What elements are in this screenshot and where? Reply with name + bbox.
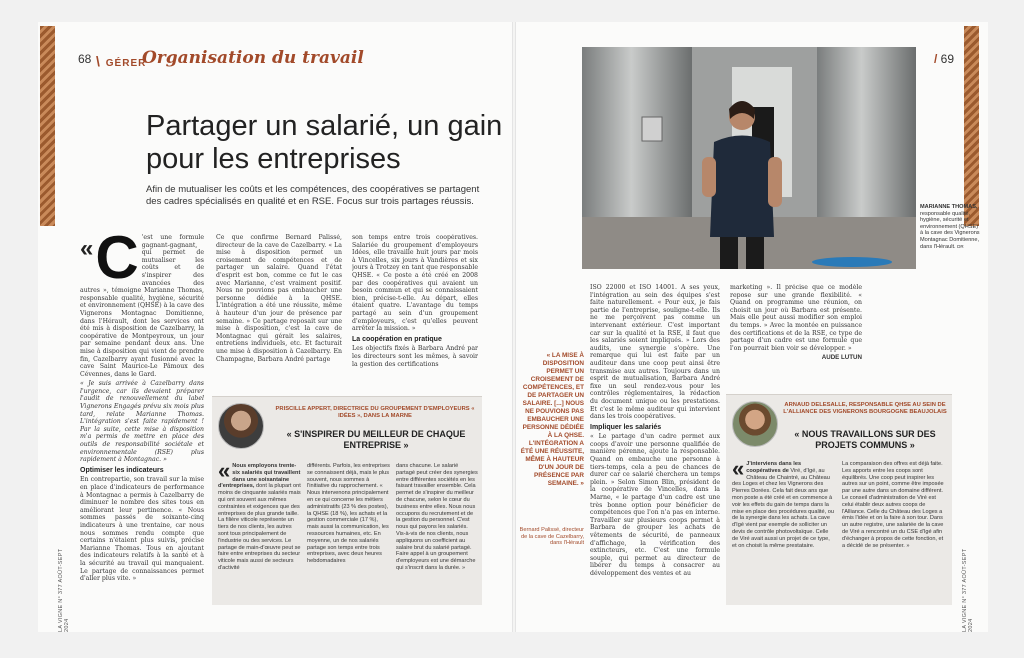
portrait-arnaud-delesalle (732, 401, 778, 447)
column-1-continued: En contrepartie, son travail sur la mise en place d'indicateurs de performance à Montagnac a permis à Cazelbarry de diminuer le nombre des sites tous en améliorant leur pertinence. « Nous sommes passés de soixante-cinq indicateurs à une trentaine, car nous nous sommes rendu compte que certains n'étaient plus suivis, précise Marianne Thomas. Tous en ajoutant des indicateurs relatifs à la santé et à la sécurité au travail qui manquaient. Le partage de connaissances permet d'aller plus vite. » (80, 476, 204, 583)
box-right-column-1: « J'interviens dans les coopératives de Viré, d'Igé, au Château de Chaintré, au Château des Loges et chez les Vignerons des Pierres Dorées. Cela fait deux ans que mon poste a été créé et en commence à voir les effets du gain de temps dans la mise en place des procédures qualité, ou de la synergie dans les achats. La cave d'Igé vient par exemple de solliciter un devis de contrôle photovoltaïque. Celle de Viré avait aussi un projet de ce type, et on choisit la même prestataire. (732, 461, 834, 549)
magazine-spread (38, 22, 988, 632)
photo-caption (920, 204, 982, 250)
pull-quote-credit: Bernard Palissé, directeur de la cave de Cazelbarry, dans l'Hérault (519, 527, 584, 547)
right-decorative-stripe (964, 26, 979, 226)
photo-credit: DR (957, 243, 964, 249)
right-column-1 (590, 284, 720, 604)
box-left-column-3: dans chacune. Le salarié partagé peut créer des synergies entre différentes sociétés en les faisant travailler ensemble. Cela permet de s'inspirer du meilleur de chacune, selon le cœur du business entre elles. Nous nous occupons du recrutement et de la gestion du personnel. C'est nous qui payons les salariés. Vis-à-vis de nos clients, nous appliquons un coefficient au salaire brut du salarié partagé. Faire appel à un groupement d'employeurs est une démarche qui s'inscrit dans la durée. » (396, 463, 478, 571)
caption-text: responsable qualité, hygiène, sécurité et environnement (QHSE) à la cave des Vignerons Montagnac Domitienne, dans l'Hérault. (920, 210, 980, 250)
interview-box-left (212, 396, 482, 605)
box-right-credit: ARNAUD DELESALLE, RESPONSABLE QHSE AU SEIN DE L'ALLIANCE DES VIGNERONS BOURGOGNE BEAUJOLAIS (783, 402, 947, 415)
right-page-number: / 69 (934, 52, 955, 66)
right-column-2-text: marketing ». Il précise que ce modèle repose sur une grande flexibilité. « Quand on programme une réunion, on choisit un jour où Barbara est présente. Mais elle peut aussi modifier son emploi du temps. » Avec la montée en puissance des certifications et de la RSE, ce type de partage d'un cadre est une formule que l'on pourrait bien voir se développer. » (730, 284, 862, 352)
drop-cap: C (95, 234, 139, 291)
interview-box-right (726, 394, 952, 605)
column-3-continued: Les objectifs fixés à Barbara André par les directeurs sont les mêmes, à savoir la gestion des certifications (352, 345, 478, 368)
left-page-number: 68 (78, 52, 92, 66)
column-1-text: 'est une formule gagnant-gagnant, qui permet de mutualiser les coûts et de s'inspirer des avancées des autres », témoigne Marianne Thomas, responsable qualité, hygiène, sécurité et environnement (QHSE) à la cave des Vignerons Montagnac Domitienne, dans l'Hérault, dont les services ont été mis à disposition de Cazelbarry, la coopérative de Montpeyroux, un jour par semaine pendant deux ans. Une mise à disposition qui vient de prendre fin, Cazelbarry ayant fusionné avec la cave Saint Maurice-Le Pâmoux des Cévennes, dans le Gard. (80, 234, 204, 378)
subheading-impliquer: Impliquer les salariés (590, 423, 662, 431)
article-column-1: « C 'est une formule gagnant-gagnant, qui permet de mutualiser les coûts et de s'inspirer des avancées des autres », témoigne Marianne Thomas, responsable qualité, hygiène, sécurité et environnement (QHSE) à la cave des Vignerons Montagnac Domitienne, dans l'Hérault, dont les services ont été mis à disposition de Cazelbarry, la coopérative de Montpeyroux, un jour par semaine pendant deux ans. Une mise à disposition qui vient de prendre fin, Cazelbarry ayant fusionné avec la cave Saint Maurice-Le Pâmoux des Cévennes, dans le Gard. « Je suis arrivée à Cazelbarry dans l'urgence, car ils devaient préparer l'audit de renouvellement du label Vignerons Engagés prévu six mois plus tard, relate Marianne Thomas. L'intégration s'est faite rapidement ! Par la suite, cette mise à disposition m'a permis de mettre en place des outils de responsabilité sociétale et environnementale (RSE) plus rapidement à Montagnac. » Optimiser les indicateurs En contrepartie, son travail sur la mise en place d'indicateurs de performance à Montagnac a permis à Cazelbarry de diminuer le nombre des sites tous en améliorant leur pertinence. « Nous sommes passés de soixante-cinq indicateurs à une trentaine, car nous nous sommes rendu compte que certains n'étaient plus suivis, précise Marianne Thomas. Tous en ajoutant des indicateurs relatifs à la santé et à la sécurité au travail qui manquaient. Le partage de connaissances permet d'aller plus vite. » (80, 234, 204, 583)
box-left-column-2: différents. Parfois, les entreprises se connaissent déjà, mais le plus souvent, nous sommes à l'initiative du rapprochement. « Nous intervenons principalement en ce qui concerne les métiers administratifs (23 % des postes), la QHSE (18 %), les achats et la gestion commerciale (17 %), mais aussi la communication, les ressources humaines, etc. En moyenne, un de nos salariés partage son temps entre trois entreprises, avec deux heures hebdomadaires (307, 463, 390, 565)
box-right-column-2: La comparaison des offres est déjà faite. Les apports entre les coops sont équilibrés. Une coop peut inspirer les autres sur un point, comme être imposée par une autre dans un domaine différent. Le conseil d'administration de Viré est celui établir deux autres coops de l'Alliance. Celle du Château des Loges a émis l'idée et on la faire à son tour. Dans un autre registre, une salariée de la cave de Viré a rencontré un du CSE d'Igé afin d'échanger à propos de cette fonction, et a décidé de se présenter. » (842, 461, 944, 549)
portrait-priscille-appert (218, 403, 264, 449)
box-left-credit: PRISCILLE APPERT, DIRECTRICE DU GROUPEMENT D'EMPLOYEURS « IDÉES », DANS LA MARNE (275, 406, 475, 419)
left-page (38, 22, 510, 632)
footer-magazine-right: LA VIGNE N° 377 AOÛT-SEPT 2024 (962, 548, 974, 632)
section-title: Organisation du travail (142, 48, 364, 68)
right-column-1-continued: « Le partage d'un cadre permet aux coops d'avoir une personne qualifiée de manière pérenne, ajoute la responsable. Quand on embauche une personne à tiers-temps, cela a peu de chances de durer car ce salarié cherchera un temps plein. » Selon Simon Blin, président de la coopérative de Vincelles, dans la Marne, « le partage d'un cadre est une très bonne option pour bénéficier de compétences que l'on n'a pas en interne. Travailler sur plusieurs coops permet à Barbara de grouper les achats de vêtements de sécurité, de panneaux d'affichage, la vérification des extincteurs, etc. C'est une formule souple, qui permet au directeur de libérer du temps à consacrer au développement des ventes et au (590, 433, 720, 577)
article-lede: Afin de mutualiser les coûts et les compétences, des coopératives se partagent des cadres spécialisés en qualité et en RSE. Focus sur trois partages réussis. (146, 184, 480, 207)
subheading-cooperation: La coopération en pratique (352, 335, 442, 343)
right-column-1-text: ISO 22000 et ISO 14001. À ses yeux, l'intégration au sein des équipes s'est faite naturellement. « Pour eux, je fais partie de l'entreprise, souligne-t-elle. Ils ne me perçoivent pas comme un intervenant extérieur. C'est important car sur la qualité et la RSE, il faut que les salariés soient impliqués. » Lors des audits, une synergie s'opère. Une remarque qui lui est faite par un auditeur dans une coop peut ainsi être transmise aux autres. Toujours dans un esprit de mutualisation, Barbara André fixe un seul rendez-vous pour les contrôles réglementaires, la rédaction du document unique ou les prestations. Et c'est le même auditeur qui intervient dans les trois coopératives. (590, 284, 720, 421)
photo-marianne-thomas (582, 47, 916, 269)
left-decorative-stripe (40, 26, 55, 226)
subheading-indicateurs: Optimiser les indicateurs (80, 466, 164, 474)
pull-quote: « LA MISE À DISPOSITION PERMET UN CROISEMENT DE COMPÉTENCES, ET DE PARTAGER UN SALAIRE. [...] NOUS NE POUVIONS PAS EMBAUCHER UNE PERSONNE DÉDIÉE À LA QHSE. L'INTÉGRATION A ÉTÉ UNE RÉUSSITE, MÊME À HAUTEUR D'UN JOUR DE PRÉSENCE PAR SEMAINE. » (520, 352, 584, 487)
right-page (516, 22, 988, 632)
box-left-column-1: « Nous employons trente-six salariés qui travaillent dans une soixantaine d'entreprises, dont la plupart ont moins de cinquante salariés mais qui ont souvent aux mêmes contraintes et exigences que des entreprises de plus grande taille. La filière viticole représente un tiers de nos clients, les autres sont tous principalement de l'industrie ou des services. Le partage de main-d'œuvre peut se faire entre entreprises du secteur viticole mais aussi de secteurs d'activité (218, 463, 301, 571)
column-1-quote: « Je suis arrivée à Cazelbarry dans l'urgence, car ils devaient préparer l'audit de renouvellement du label Vignerons Engagés prévu six mois plus tard, relate Marianne Thomas. L'intégration s'est faite rapidement ! Par la suite, cette mise à disposition m'a permis de mettre en place des outils de responsabilité sociétale et environnementale (RSE) plus rapidement à Montagnac. » (80, 380, 204, 464)
section-label: \ GÉRER (96, 53, 147, 69)
article-title: Partager un salarié, un gain pour les entreprises (146, 110, 503, 175)
footer-magazine-left: LA VIGNE N° 377 AOÛT-SEPT 2024 (58, 548, 70, 632)
right-column-2 (730, 284, 862, 380)
column-3-text: son temps entre trois coopératives. Salariée du groupement d'employeurs Idées, elle travaille huit jours par mois à Vincelles, six jours à Vandières et six jours à Trotzey en tant que responsable QHSE. « Ce poste a été créé en 2008 par des coopératives qui avaient un besoin commun et qui se connaissaient bien, précise-t-elle. Au départ, elles étaient quatre. L'avantage du temps partagé au sein d'un groupement d'employeurs, c'est qu'elles peuvent arrêter la mission. » (352, 234, 478, 333)
box-left-title: « S'INSPIRER DU MEILLEUR DE CHAQUE ENTREPRISE » (286, 429, 466, 450)
article-column-2 (216, 234, 342, 394)
author-signature: AUDE LUTUN (821, 354, 862, 362)
box-right-title: « NOUS TRAVAILLONS SUR DES PROJETS COMMUNS » (794, 429, 936, 450)
caption-name: MARIANNE THOMAS, (920, 204, 978, 210)
column-2-text: Ce que confirme Bernard Palissé, directeur de la cave de Cazelbarry. « La mise à disposition permet un croisement de compétences et de partager un salaire. Quand l'état d'esprit est bon, comme ce fut le cas avec Marianne, c'est vraiment positif. Nous ne pouvions pas embaucher une personne dédiée à la QHSE. L'intégration a été une réussite, même à hauteur d'un jour de présence par semaine. » Ce partage reposait sur une mise à disposition, c'est la cave de Montagnac qui gérait les salaires, entretiens individuels, etc. Et facturait une mise à disposition à Cazelbarry. En Champagne, Barbara André partage (216, 234, 342, 363)
article-column-3 (352, 234, 478, 394)
